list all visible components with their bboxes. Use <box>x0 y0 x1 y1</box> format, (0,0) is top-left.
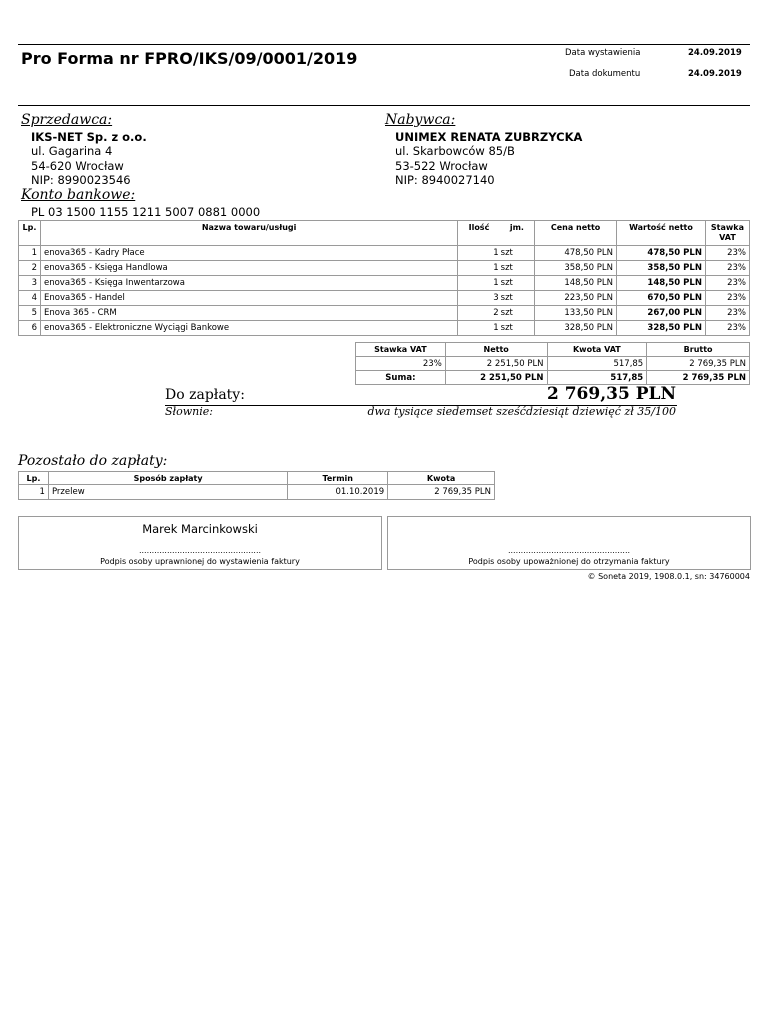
vat-header-row <box>356 343 750 357</box>
pay-col-lp: Lp. <box>19 472 49 485</box>
item-net-price: 223,50 PLN <box>535 291 617 306</box>
vat-col-gross: Brutto <box>647 343 750 357</box>
item-vat: 23% <box>705 276 749 291</box>
seller-nip: NIP: 8990023546 <box>31 173 131 187</box>
item-qty: 1 <box>458 261 500 276</box>
item-net-price: 328,50 PLN <box>535 321 617 336</box>
item-net-value: 267,00 PLN <box>617 306 706 321</box>
col-lp: Lp. <box>19 221 41 246</box>
col-qty: Ilość <box>458 221 500 246</box>
receiver-caption: Podpis osoby upoważnionej do otrzymania faktury <box>468 557 670 566</box>
item-row <box>19 291 750 306</box>
payment-table <box>18 471 495 500</box>
to-pay-amount: 2 769,35 PLN <box>546 384 676 404</box>
items-header-row <box>19 221 750 246</box>
item-row <box>19 261 750 276</box>
document-title: Pro Forma nr FPRO/IKS/09/0001/2019 <box>21 49 358 68</box>
col-name: Nazwa towaru/usługi <box>40 221 457 246</box>
item-qty: 1 <box>458 276 500 291</box>
buyer-heading: Nabywca: <box>385 112 456 128</box>
item-qty: 1 <box>458 321 500 336</box>
bank-heading: Konto bankowe: <box>21 187 136 203</box>
item-name: enova365 - Księga Inwentarzowa <box>40 276 457 291</box>
vat-net: 2 251,50 PLN <box>445 357 547 371</box>
doc-date-label: Data dokumentu <box>569 69 641 79</box>
issuer-signature-line: ................................................ <box>138 546 262 555</box>
buyer-nip: NIP: 8940027140 <box>395 173 495 187</box>
vat-total-gross: 2 769,35 PLN <box>647 371 750 385</box>
item-lp: 4 <box>19 291 41 306</box>
item-lp: 1 <box>19 246 41 261</box>
item-unit: szt <box>500 306 535 321</box>
issuer-signature-box <box>18 516 382 570</box>
item-net-price: 133,50 PLN <box>535 306 617 321</box>
buyer-name: UNIMEX RENATA ZUBRZYCKA <box>395 130 583 144</box>
item-vat: 23% <box>705 291 749 306</box>
item-net-value: 328,50 PLN <box>617 321 706 336</box>
seller-name: IKS-NET Sp. z o.o. <box>31 130 147 144</box>
vat-total-row <box>356 371 750 385</box>
item-name: Enova 365 - CRM <box>40 306 457 321</box>
item-unit: szt <box>500 276 535 291</box>
remaining-heading: Pozostało do zapłaty: <box>18 453 168 469</box>
item-row <box>19 276 750 291</box>
buyer-city: 53-522 Wrocław <box>395 159 488 173</box>
vat-total-amount: 517,85 <box>547 371 647 385</box>
receiver-signature-line: ................................................ <box>507 546 631 555</box>
col-vat-line2: VAT <box>719 233 736 242</box>
item-qty: 2 <box>458 306 500 321</box>
header-bottom-rule <box>18 105 750 106</box>
item-qty: 3 <box>458 291 500 306</box>
item-net-price: 478,50 PLN <box>535 246 617 261</box>
seller-street: ul. Gagarina 4 <box>31 144 113 158</box>
doc-date-value: 24.09.2019 <box>688 69 742 79</box>
issuer-name: Marek Marcinkowski <box>142 522 258 536</box>
receiver-signature-box <box>387 516 751 570</box>
vat-amount: 517,85 <box>547 357 647 371</box>
pay-col-due: Termin <box>288 472 388 485</box>
items-table <box>18 220 750 336</box>
item-name: enova365 - Księga Handlowa <box>40 261 457 276</box>
item-net-value: 670,50 PLN <box>617 291 706 306</box>
item-unit: szt <box>500 261 535 276</box>
pay-due: 01.10.2019 <box>288 485 388 500</box>
item-unit: szt <box>500 291 535 306</box>
to-pay-label: Do zapłaty: <box>165 387 245 403</box>
item-vat: 23% <box>705 306 749 321</box>
in-words-value: dwa tysiące siedemset sześćdziesiąt dziewięć zł 35/100 <box>367 405 676 418</box>
issuer-caption: Podpis osoby uprawnionej do wystawienia faktury <box>100 557 300 566</box>
pay-amount: 2 769,35 PLN <box>388 485 495 500</box>
vat-col-rate: Stawka VAT <box>356 343 446 357</box>
issue-date-label: Data wystawienia <box>565 48 641 58</box>
pay-lp: 1 <box>19 485 49 500</box>
item-net-value: 358,50 PLN <box>617 261 706 276</box>
pay-col-method: Sposób zapłaty <box>48 472 287 485</box>
vat-rate-row <box>356 357 750 371</box>
buyer-street: ul. Skarbowców 85/B <box>395 144 515 158</box>
item-net-value: 148,50 PLN <box>617 276 706 291</box>
item-vat: 23% <box>705 246 749 261</box>
in-words-label: Słownie: <box>165 405 213 418</box>
item-unit: szt <box>500 321 535 336</box>
col-vat-line1: Stawka <box>710 223 745 232</box>
vat-rate: 23% <box>356 357 446 371</box>
item-qty: 1 <box>458 246 500 261</box>
item-net-price: 148,50 PLN <box>535 276 617 291</box>
col-net-price: Cena netto <box>535 221 617 246</box>
item-row <box>19 306 750 321</box>
payment-row <box>19 485 495 500</box>
seller-city: 54-620 Wrocław <box>31 159 124 173</box>
item-lp: 2 <box>19 261 41 276</box>
footer-credit: © Soneta 2019, 1908.0.1, sn: 34760004 <box>587 572 750 581</box>
pay-method: Przelew <box>48 485 287 500</box>
col-vat <box>705 221 749 246</box>
item-row <box>19 246 750 261</box>
vat-total-label: Suma: <box>356 371 446 385</box>
vat-summary-table <box>355 342 750 385</box>
vat-gross: 2 769,35 PLN <box>647 357 750 371</box>
item-vat: 23% <box>705 261 749 276</box>
item-name: Enova365 - Handel <box>40 291 457 306</box>
item-unit: szt <box>500 246 535 261</box>
item-row <box>19 321 750 336</box>
item-lp: 3 <box>19 276 41 291</box>
item-net-value: 478,50 PLN <box>617 246 706 261</box>
payment-header-row <box>19 472 495 485</box>
item-lp: 6 <box>19 321 41 336</box>
item-net-price: 358,50 PLN <box>535 261 617 276</box>
pay-col-amount: Kwota <box>388 472 495 485</box>
top-rule <box>18 44 750 45</box>
item-vat: 23% <box>705 321 749 336</box>
issue-date-value: 24.09.2019 <box>688 48 742 58</box>
item-name: enova365 - Kadry Płace <box>40 246 457 261</box>
item-name: enova365 - Elektroniczne Wyciągi Bankowe <box>40 321 457 336</box>
item-lp: 5 <box>19 306 41 321</box>
vat-total-net: 2 251,50 PLN <box>445 371 547 385</box>
vat-col-vat: Kwota VAT <box>547 343 647 357</box>
col-unit: jm. <box>500 221 535 246</box>
seller-heading: Sprzedawca: <box>21 112 113 128</box>
bank-account: PL 03 1500 1155 1211 5007 0881 0000 <box>31 205 261 219</box>
vat-col-net: Netto <box>445 343 547 357</box>
col-net-value: Wartość netto <box>617 221 706 246</box>
